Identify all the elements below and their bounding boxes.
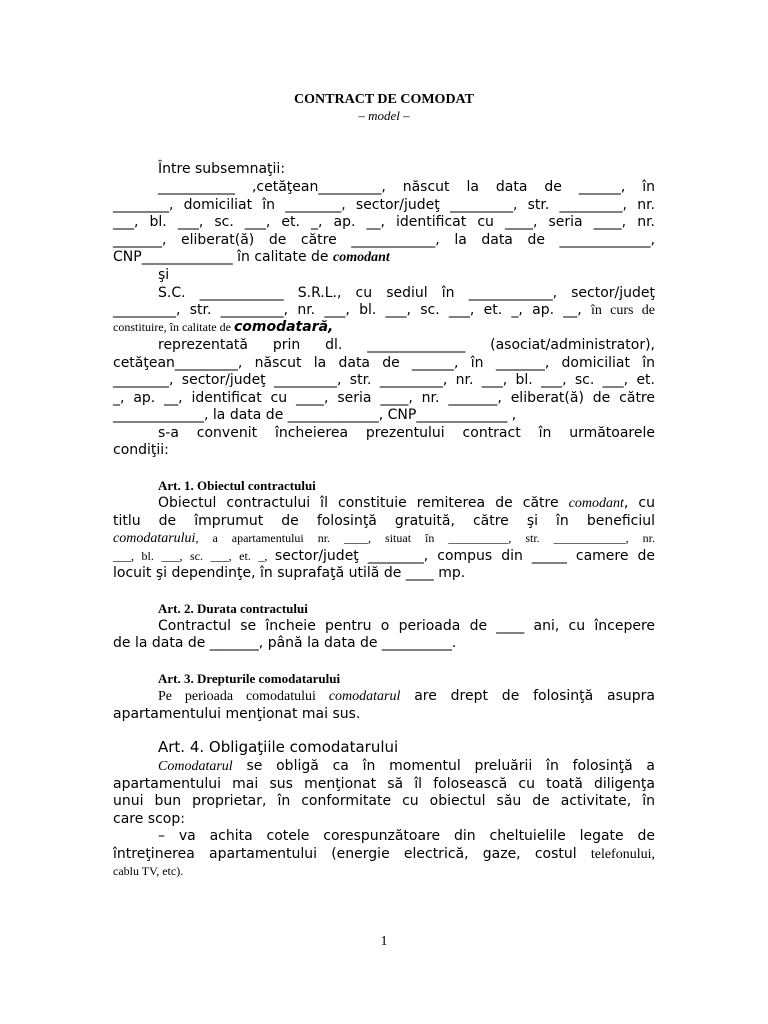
intro-line: Între subsemnaţii: xyxy=(158,161,286,177)
article-line: – va achita cotele corespunzătoare din cheltuielile legate de xyxy=(158,828,655,844)
article-line: apartamentului mai sus menţionat să îl folosească cu toată diligenţa xyxy=(113,776,655,792)
article-line xyxy=(113,547,655,565)
intro-line: ___, bl. ___, sc. ___, et. _, ap. __, identificat cu ____, seria ____, nr. xyxy=(113,214,655,230)
intro-line: s-a convenit încheierea prezentului contract în următoarele xyxy=(158,425,655,441)
intro-line: ___________ ,cetăţean_________, născut la data de ______, în xyxy=(158,179,655,195)
article-text: Obiectul contractului îl constituie remiterea de către xyxy=(158,495,569,511)
article-line: de la data de _______, până la data de __________. xyxy=(113,635,457,651)
intro-line: _, ap. __, identificat cu ____, seria ____, nr. _______, eliberat(ă) de către xyxy=(113,390,655,406)
article-text: se obligă ca în momentul preluării în folosinţă a xyxy=(232,758,655,774)
article-line xyxy=(158,494,655,513)
page-number: 1 xyxy=(380,934,388,949)
article-heading: Art. 3. Drepturile comodatarului xyxy=(158,671,341,686)
article-line xyxy=(158,757,655,776)
intro-line: ________, domiciliat în ________, sector/judeţ _________, str. _________, nr. xyxy=(113,197,655,213)
article-line: locuit şi dependinţe, în suprafaţă utilă de ____ mp. xyxy=(113,565,466,581)
article-heading: Art. 2. Durata contractului xyxy=(158,601,308,616)
intro-line: şi xyxy=(158,267,170,283)
page-subtitle: – model – xyxy=(358,108,410,123)
article-text: telefonului, xyxy=(590,847,655,862)
article-text: , cu xyxy=(623,495,655,511)
intro-line: ________, sector/judeţ _________, str. _________, nr. ___, bl. ___, sc. ___, et. xyxy=(113,372,655,388)
article-line xyxy=(158,687,655,706)
article-line xyxy=(113,529,655,548)
intro-line: _______, eliberat(ă) de către ____________, la data de _____________, xyxy=(113,232,655,248)
article-line: titlu de împrumut de folosinţă gratuită, către şi în beneficiul xyxy=(113,513,655,529)
article-text: are drept de folosinţă asupra xyxy=(400,688,655,704)
page-title: CONTRACT DE COMODAT xyxy=(294,92,474,107)
article-heading: Art. 4. Obligaţiile comodatarului xyxy=(158,738,399,756)
article-text: Pe perioada comodatului xyxy=(158,689,329,704)
article-text: ___, bl. ___, sc. ___, et. _, xyxy=(113,549,275,563)
intro-line: cetăţean_________, născut la data de ______, în _______, domiciliat în xyxy=(113,355,655,371)
article-line: unui bun proprietar, în conformitate cu obiectul său de activitate, în xyxy=(113,793,655,809)
article-term: comodatarul xyxy=(328,689,401,704)
intro-line: _____________, la data de _____________, CNP_____________ , xyxy=(113,407,517,423)
comodatara-term: comodatară, xyxy=(233,319,334,335)
intro-line xyxy=(113,248,655,267)
intro-text: în curs de xyxy=(590,303,656,318)
article-line: apartamentului menţionat mai sus. xyxy=(113,706,361,722)
article-term: comodatarului xyxy=(113,531,196,546)
article-text: întreţinerea apartamentului (energie electrică, gaze, costul xyxy=(113,846,591,862)
article-text: , a apartamentului nr. ____, situat în __________, str. ____________, nr. xyxy=(195,531,655,545)
article-term: comodant xyxy=(568,496,624,511)
intro-line: S.C. ____________ S.R.L., cu sediul în ____________, sector/judeţ xyxy=(158,285,655,301)
intro-line: condiţii: xyxy=(113,442,169,458)
intro-line: reprezentată prin dl. ______________ (asociat/administrator), xyxy=(158,337,655,353)
comodant-term: comodant xyxy=(332,250,390,265)
article-heading: Art. 1. Obiectul contractului xyxy=(158,478,316,493)
article-term: Comodatarul xyxy=(158,759,233,774)
intro-line xyxy=(113,318,655,336)
article-text: sector/judeţ ________, compus din _____ camere de xyxy=(274,548,655,564)
intro-text: constituire, în calitate de xyxy=(113,320,234,334)
article-line: cablu TV, etc). xyxy=(113,864,184,878)
intro-text: _________, str. _________, nr. ___, bl. ___, sc. ___, et. _, ap. __, xyxy=(113,302,591,318)
article-line: Contractul se încheie pentru o perioada de ____ ani, cu începere xyxy=(158,618,655,634)
intro-text: CNP_____________ în calitate de xyxy=(113,249,333,265)
article-line: care scop: xyxy=(113,811,185,827)
